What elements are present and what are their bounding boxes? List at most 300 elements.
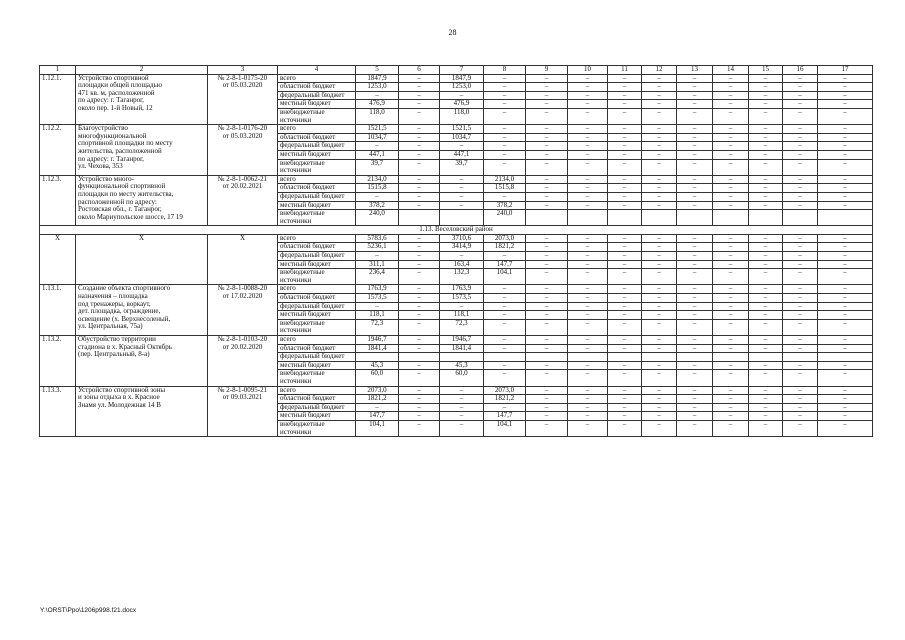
value-cell: – [713,192,749,201]
value-cell: – [713,412,749,421]
value-cell [399,353,440,362]
value-cell: – [713,395,749,404]
value-cell: – [749,412,783,421]
value-cell: – [484,125,526,134]
value-cell: – [399,159,440,175]
value-cell: – [484,83,526,92]
value-cell: – [608,201,642,210]
value-cell: – [399,201,440,210]
value-cell: – [642,142,677,151]
value-cell: – [399,133,440,142]
value-cell: – [642,175,677,184]
value-cell: – [783,142,818,151]
value-cell: – [642,74,677,83]
value-cell: – [818,100,873,109]
funding-source: внебюджетные источники [278,210,356,226]
value-cell: 118,0 [356,108,399,124]
value-cell: – [526,420,568,436]
column-number-row [40,66,873,75]
value-cell: – [568,403,608,412]
table-row [40,74,873,83]
value-cell: – [713,294,749,303]
item-name-line: Обустройство территории [78,335,156,343]
value-cell: – [749,100,783,109]
value-cell: – [526,336,568,345]
value-cell: – [642,386,677,395]
funding-source: федеральный бюджет [278,142,356,151]
funding-source: всего [278,285,356,294]
value-cell: – [749,142,783,151]
value-cell: 5236,1 [356,243,399,252]
value-cell [783,353,818,362]
value-cell: – [608,344,642,353]
contract-line: от 05.03.2020 [222,81,263,90]
item-name-line: и зоны отдыха в х. Красное [78,393,160,402]
value-cell: – [399,269,440,285]
contract-ref [208,234,278,285]
column-number: 1 [40,66,76,75]
value-cell: – [526,252,568,261]
value-cell: – [399,243,440,252]
value-cell: – [749,108,783,124]
item-number: 1.13.2. [40,336,76,387]
value-cell: – [818,319,873,335]
value-cell: – [713,91,749,100]
contract-line: № 2-8-1-0095-21 [217,386,268,394]
contract-ref [208,285,278,336]
value-cell: – [677,285,713,294]
value-cell: – [608,83,642,92]
value-cell: – [749,269,783,285]
value-cell: – [484,142,526,151]
value-cell: – [526,184,568,193]
value-cell: – [642,412,677,421]
value-cell: – [526,91,568,100]
value-cell: – [399,150,440,159]
value-cell: – [642,294,677,303]
value-cell: 1763,9 [440,285,484,294]
value-cell: 147,7 [484,260,526,269]
value-cell: – [818,311,873,320]
value-cell: – [783,285,818,294]
column-number: 2 [76,66,208,75]
value-cell: – [526,361,568,370]
value-cell: 1841,4 [356,344,399,353]
value-cell: – [608,294,642,303]
value-cell: – [713,420,749,436]
value-cell: – [608,184,642,193]
value-cell: – [749,83,783,92]
value-cell: – [399,125,440,134]
item-name-line: спортивной площадки по месту [78,139,173,148]
value-cell: – [677,108,713,124]
item-name-line: жительства, расположенной [78,146,162,155]
value-cell: 1521,5 [440,125,484,134]
column-number: 13 [677,66,713,75]
value-cell: 476,9 [440,100,484,109]
value-cell: 1515,8 [484,184,526,193]
item-name-line: по адресу: г. Таганрог, [78,154,144,163]
value-cell: – [526,412,568,421]
value-cell: – [526,269,568,285]
value-cell: – [608,142,642,151]
contract-ref [208,175,278,226]
value-cell: 45,3 [356,361,399,370]
value-cell: 1253,0 [440,83,484,92]
value-cell: – [526,100,568,109]
contract-ref [208,386,278,437]
funding-source: федеральный бюджет [278,91,356,100]
value-cell: 1573,5 [356,294,399,303]
value-cell: – [568,302,608,311]
value-cell: – [608,175,642,184]
value-cell: – [526,150,568,159]
value-cell [818,353,873,362]
value-cell: – [526,403,568,412]
item-name-line: дет. площадка, ограждение, [78,307,161,316]
value-cell: 104,1 [484,420,526,436]
value-cell: – [608,302,642,311]
value-cell: – [818,201,873,210]
value-cell: – [749,150,783,159]
value-cell: – [484,285,526,294]
value-cell: – [642,420,677,436]
value-cell: – [399,192,440,201]
value-cell: – [713,133,749,142]
value-cell: 60,0 [440,370,484,386]
column-number: 6 [399,66,440,75]
value-cell: – [484,311,526,320]
value-cell: – [677,83,713,92]
value-cell: – [642,91,677,100]
value-cell: – [677,319,713,335]
value-cell: – [642,192,677,201]
item-name-line: Ростовская обл., г. Таганрог, [78,205,162,214]
value-cell: – [818,125,873,134]
value-cell: – [440,252,484,261]
value-cell [749,210,783,226]
value-cell: – [749,175,783,184]
value-cell: – [526,395,568,404]
value-cell: – [356,302,399,311]
value-cell [642,353,677,362]
value-cell: – [526,83,568,92]
value-cell: – [677,234,713,243]
value-cell: – [568,108,608,124]
value-cell: – [608,336,642,345]
value-cell: – [818,336,873,345]
value-cell: – [440,302,484,311]
value-cell: 1847,9 [440,74,484,83]
value-cell: – [818,91,873,100]
value-cell: – [568,319,608,335]
value-cell: – [783,294,818,303]
value-cell: – [818,361,873,370]
value-cell: 104,1 [484,269,526,285]
value-cell: – [713,100,749,109]
value-cell: 236,4 [356,269,399,285]
value-cell: – [399,91,440,100]
column-number: 9 [526,66,568,75]
contract-line: от 20.02.2020 [222,342,263,351]
value-cell: – [818,302,873,311]
value-cell: – [677,74,713,83]
value-cell: – [749,285,783,294]
column-number: 12 [642,66,677,75]
value-cell: 1034,7 [356,133,399,142]
value-cell: – [713,142,749,151]
contract-line: № 2-8-1-0103-20 [217,335,268,343]
value-cell: – [749,91,783,100]
value-cell: – [818,234,873,243]
value-cell: – [642,243,677,252]
value-cell: – [608,100,642,109]
value-cell [677,353,713,362]
value-cell: – [818,370,873,386]
value-cell: – [484,403,526,412]
value-cell: – [818,386,873,395]
district-band-row [40,226,873,235]
value-cell: – [568,412,608,421]
value-cell: – [677,294,713,303]
value-cell: 45,3 [440,361,484,370]
value-cell: – [677,420,713,436]
item-name-line: Устройство много- [78,175,134,183]
value-cell: – [713,252,749,261]
value-cell: – [749,201,783,210]
value-cell: – [642,260,677,269]
item-name [76,285,208,336]
value-cell: – [713,319,749,335]
value-cell [356,353,399,362]
value-cell: 39,7 [440,159,484,175]
value-cell: – [440,420,484,436]
value-cell: – [818,133,873,142]
value-cell: – [484,159,526,175]
value-cell: – [818,175,873,184]
value-cell: 1946,7 [440,336,484,345]
value-cell: – [749,361,783,370]
funding-source: местный бюджет [278,361,356,370]
value-cell: – [818,420,873,436]
value-cell: – [818,159,873,175]
value-cell: – [484,192,526,201]
value-cell: – [568,285,608,294]
item-number: 1.12.1. [40,74,76,125]
value-cell: – [568,361,608,370]
value-cell: – [677,344,713,353]
value-cell: – [818,403,873,412]
column-number: 5 [356,66,399,75]
value-cell: – [526,125,568,134]
funding-source: областной бюджет [278,83,356,92]
value-cell [484,353,526,362]
value-cell: – [677,336,713,345]
value-cell: – [818,412,873,421]
value-cell: – [677,142,713,151]
district-title: 1.13. Веселовский район [40,226,873,235]
value-cell: – [818,184,873,193]
value-cell: – [568,159,608,175]
value-cell: – [568,150,608,159]
funding-source: всего [278,175,356,184]
value-cell: – [713,403,749,412]
contract-line: № 2-8-1-0175-20 [217,74,268,82]
value-cell: – [713,150,749,159]
value-cell: – [526,133,568,142]
file-path-footer: Y:\ORST\Ppo\1206p998.f21.docx [40,607,137,614]
value-cell: – [608,386,642,395]
value-cell [440,353,484,362]
funding-source: внебюджетные источники [278,420,356,436]
value-cell: – [677,125,713,134]
column-number: 15 [749,66,783,75]
value-cell: – [783,420,818,436]
contract-ref [208,74,278,125]
funding-source: федеральный бюджет [278,252,356,261]
value-cell [526,353,568,362]
value-cell: – [399,311,440,320]
value-cell: 3414,9 [440,243,484,252]
value-cell: – [568,344,608,353]
value-cell: – [484,100,526,109]
value-cell: – [356,403,399,412]
value-cell: – [818,243,873,252]
funding-source: всего [278,125,356,134]
value-cell: – [568,395,608,404]
value-cell: – [783,243,818,252]
value-cell: – [356,91,399,100]
value-cell: – [608,319,642,335]
funding-source: федеральный бюджет [278,403,356,412]
value-cell [642,210,677,226]
value-cell: – [526,311,568,320]
item-name [76,336,208,387]
value-cell: – [783,319,818,335]
funding-source: местный бюджет [278,260,356,269]
value-cell: – [642,201,677,210]
item-name-line: стадиона в х. Красный Октябрь [78,342,172,351]
value-cell: – [356,142,399,151]
column-number: 17 [818,66,873,75]
value-cell: – [818,395,873,404]
value-cell: – [399,361,440,370]
value-cell: – [568,142,608,151]
value-cell: – [749,159,783,175]
value-cell: 1821,2 [484,395,526,404]
contract-ref [208,336,278,387]
value-cell: – [568,91,608,100]
value-cell: – [642,108,677,124]
value-cell: – [440,395,484,404]
item-name [76,175,208,226]
column-number: 10 [568,66,608,75]
value-cell: – [642,83,677,92]
item-name-line: назначения – площадка [78,292,148,301]
item-name-line: 471 кв. м, расположенной [78,88,155,97]
item-number: Х [40,234,76,285]
value-cell: – [484,150,526,159]
value-cell: – [484,252,526,261]
funding-source: областной бюджет [278,395,356,404]
funding-source: всего [278,336,356,345]
value-cell: – [608,108,642,124]
value-cell: – [749,294,783,303]
value-cell: – [749,234,783,243]
value-cell: – [608,311,642,320]
value-cell: – [818,150,873,159]
value-cell: 2134,0 [484,175,526,184]
value-cell: – [399,260,440,269]
value-cell: – [526,294,568,303]
value-cell: – [783,344,818,353]
value-cell: – [713,311,749,320]
value-cell: 104,1 [356,420,399,436]
value-cell: 1515,8 [356,184,399,193]
value-cell: – [818,344,873,353]
value-cell: – [399,83,440,92]
value-cell: – [713,83,749,92]
value-cell: – [399,100,440,109]
item-name-line: (пер. Центральный, 8-а) [78,350,150,359]
value-cell [818,210,873,226]
value-cell: – [526,159,568,175]
value-cell: – [713,386,749,395]
value-cell: – [713,125,749,134]
column-number: 14 [713,66,749,75]
value-cell: – [568,294,608,303]
value-cell: – [399,294,440,303]
value-cell: – [677,260,713,269]
value-cell: – [749,302,783,311]
value-cell: – [783,125,818,134]
value-cell [783,210,818,226]
value-cell: – [677,269,713,285]
value-cell: 1521,5 [356,125,399,134]
value-cell: – [526,201,568,210]
funding-source: областной бюджет [278,344,356,353]
value-cell [677,210,713,226]
value-cell: – [677,201,713,210]
item-name-line: освещение (х. Верхнесоленый, [78,314,171,323]
value-cell: – [399,108,440,124]
value-cell: – [818,285,873,294]
value-cell: – [608,125,642,134]
value-cell: 1946,7 [356,336,399,345]
value-cell [568,353,608,362]
item-name-line: Знамя ул. Молодежная 14 В [78,400,161,409]
funding-source: местный бюджет [278,311,356,320]
value-cell [749,353,783,362]
item-name [76,125,208,176]
item-name [76,386,208,437]
value-cell: – [608,269,642,285]
value-cell: – [568,100,608,109]
value-cell: – [677,175,713,184]
value-cell: – [749,252,783,261]
value-cell: – [399,175,440,184]
value-cell: 378,2 [484,201,526,210]
value-cell: 476,9 [356,100,399,109]
value-cell: – [608,260,642,269]
value-cell: – [526,243,568,252]
value-cell: – [484,344,526,353]
value-cell: – [783,234,818,243]
column-number: 7 [440,66,484,75]
value-cell: 1841,4 [440,344,484,353]
value-cell: – [526,234,568,243]
value-cell: 1573,5 [440,294,484,303]
